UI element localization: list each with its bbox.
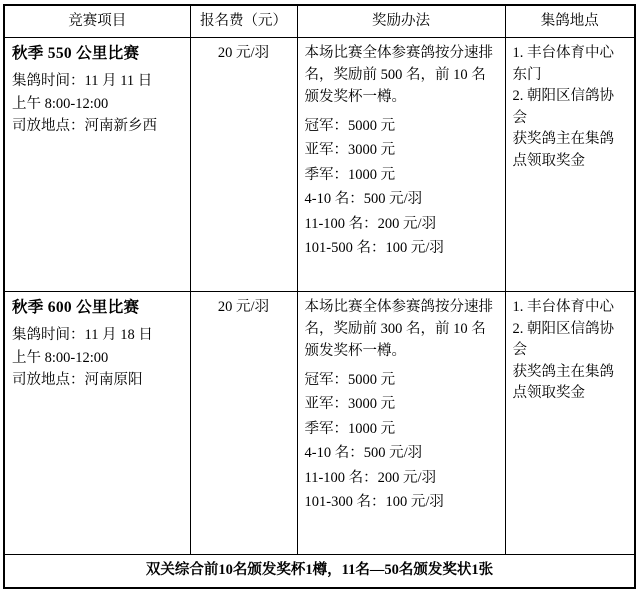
table-row [4,38,635,292]
award-item-second: 亚军：3000 元 [304,142,396,159]
award-item-first: 冠军：5000 元 [304,371,396,388]
table-row [4,292,635,555]
loft-prize-note: 获奖鸽主在集鸽点领取奖金 [512,131,614,169]
award-item-first: 冠军：5000 元 [304,117,396,134]
loft-option-2: 2. 朝阳区信鸽协会 [512,88,614,126]
project-cell [4,292,190,555]
column-header-fee: 报名费（元） [190,5,297,38]
award-item-101-500: 101-500 名：100 元/羽 [304,240,444,257]
fee-cell: 20 元/羽 [190,38,297,292]
award-item-11-100: 11-100 名：200 元/羽 [304,215,437,232]
loft-option-1: 1. 丰台体育中心 [512,299,614,316]
column-header-award: 奖励办法 [297,5,505,38]
column-header-project: 竞赛项目 [4,5,190,38]
project-gather-time: 集鸽时间：11 月 11 日 [12,73,153,90]
loft-option-2: 2. 朝阳区信鸽协会 [512,320,614,359]
loft-cell [505,38,635,292]
award-item-4-10: 4-10 名：500 元/羽 [304,445,423,462]
loft-cell [505,292,635,555]
project-title: 秋季 600 公里比赛 [12,299,140,317]
column-header-loft: 集鸽地点 [505,5,635,38]
award-item-third: 季军：1000 元 [304,166,396,183]
project-cell [4,38,190,292]
loft-option-1: 1. 丰台体育中心东门 [512,45,614,83]
project-title: 秋季 550 公里比赛 [12,45,140,63]
project-release-place: 司放地点：河南原阳 [12,372,143,389]
fee-cell: 20 元/羽 [190,292,297,555]
award-item-third: 季军：1000 元 [304,420,396,437]
race-schedule-table [3,4,636,589]
project-gather-time: 集鸽时间：11 月 18 日 [12,327,153,344]
award-item-4-10: 4-10 名：500 元/羽 [304,191,423,208]
award-intro: 本场比赛全体参赛鸽按分速排名，奖励前 500 名，前 10 名颁发奖杯一樽。 [304,45,493,105]
award-item-101-300: 101-300 名：100 元/羽 [304,494,444,511]
award-intro: 本场比赛全体参赛鸽按分速排名，奖励前 300 名，前 10 名颁发奖杯一樽。 [304,299,493,359]
combined-award-note: 双关综合前10名颁发奖杯1樽，11名—50名颁发奖状1张 [4,555,635,588]
loft-prize-note: 获奖鸽主在集鸽点领取奖金 [512,363,614,402]
project-release-place: 司放地点：河南新乡西 [12,118,157,135]
project-gather-hours: 上午 8:00-12:00 [12,349,109,366]
project-gather-hours: 上午 8:00-12:00 [12,95,109,112]
award-item-11-100: 11-100 名：200 元/羽 [304,469,437,486]
award-cell [297,38,505,292]
table-header-row [4,5,635,38]
table-footer-row [4,555,635,588]
award-item-second: 亚军：3000 元 [304,396,396,413]
award-cell [297,292,505,555]
